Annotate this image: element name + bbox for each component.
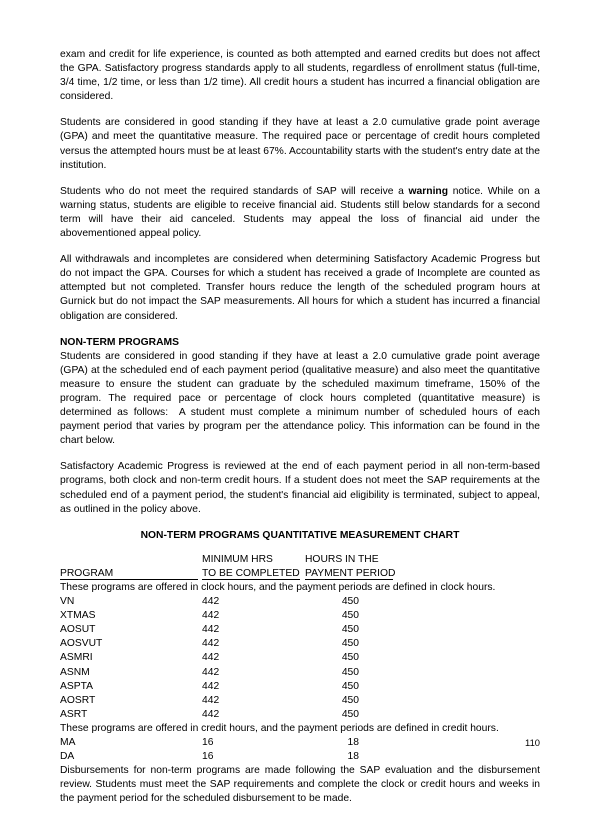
cell-minimum-hours: 16 xyxy=(202,751,214,763)
cell-program: ASRT xyxy=(60,708,88,720)
paragraph-withdrawals: All withdrawals and incompletes are considered when determining Satisfactory Academic Progress but do not impact the GPA. Courses for which a student has received a grade of Incomplete are counted as attempted but not completed. Transfer hours reduce the length of the scheduled program hours at Gurnick but do not impact the SAP measurements. All hours for which a student has incurred a financial obligation are considered. xyxy=(60,254,543,322)
cell-payment-period-hours: 450 xyxy=(341,666,359,678)
cell-minimum-hours: 442 xyxy=(202,680,220,692)
table-header-line-1 xyxy=(60,553,540,567)
cell-payment-period-hours: 450 xyxy=(341,708,359,720)
table-row xyxy=(60,623,540,637)
cell-payment-period-hours: 450 xyxy=(341,610,359,622)
cell-program: AOSUT xyxy=(60,624,96,636)
paragraph-good-standing: Students are considered in good standing if they have at least a 2.0 cumulative grade point average (GPA) and meet the quantitative measure. The required pace or percentage of credit hours completed versus the attempted hours must be at least 67%. Accountability starts with the student's entry date at the institution. xyxy=(60,117,543,171)
cell-program: ASPTA xyxy=(60,680,93,692)
paragraph-non-term: Students are considered in good standing if they have at least a 2.0 cumulative grade point average (GPA) at the scheduled end of each payment period (qualitative measure) and also meet the quantitative measure to ensure the student can graduate by the scheduled maximum timeframe, 150% of the program. The required pace or percentage of clock hours completed (quantitative measure) is determined as follows: A student must complete a minimum number of scheduled hours of each payment period that varies by program per the attendance policy. This information can be found in the chart below. xyxy=(60,350,543,447)
cell-payment-period-hours: 450 xyxy=(341,652,359,664)
cell-minimum-hours: 442 xyxy=(202,624,220,636)
cell-payment-period-hours: 18 xyxy=(347,737,359,749)
group-note-clock-hours: These programs are offered in clock hours, and the payment periods are defined in clock hours. xyxy=(60,582,496,593)
cell-program: XTMAS xyxy=(60,610,96,622)
cell-minimum-hours: 442 xyxy=(202,694,220,706)
cell-minimum-hours: 442 xyxy=(202,596,220,608)
table-row xyxy=(60,666,540,680)
cell-payment-period-hours: 18 xyxy=(347,751,359,763)
page-number: 110 xyxy=(525,737,540,748)
paragraph-disbursements: Disbursements for non-term programs are made following the SAP evaluation and the disbursement review. Students must meet the SAP requirements and complete the clock or credit hours and weeks in the payment period for the scheduled disbursement to be made. xyxy=(60,765,543,805)
table-row xyxy=(60,609,540,623)
cell-minimum-hours: 442 xyxy=(202,610,220,622)
table-row xyxy=(60,637,540,651)
cell-program: AOSVUT xyxy=(60,638,103,650)
cell-program: MA xyxy=(60,737,76,749)
chart-title: NON-TERM PROGRAMS QUANTITATIVE MEASUREMENT CHART xyxy=(140,529,460,541)
table-row xyxy=(60,595,540,609)
cell-minimum-hours: 442 xyxy=(202,666,220,678)
page-content xyxy=(60,48,543,819)
warning-paragraph-after: notice. While on a warning status, students are eligible to receive financial aid. Students still below standards for a second term will have their aid canceled. Students may appeal the loss of financial aid under the abovementioned appeal policy. xyxy=(60,185,543,240)
table-row xyxy=(60,750,540,764)
cell-program: DA xyxy=(60,751,75,763)
header-hours-line2: PAYMENT PERIOD xyxy=(305,567,396,579)
paragraph-warning-notice xyxy=(60,185,543,241)
cell-payment-period-hours: 450 xyxy=(341,624,359,636)
cell-minimum-hours: 16 xyxy=(202,737,214,749)
header-minimum-line1: MINIMUM HRS xyxy=(202,553,273,565)
warning-emphasis: warning xyxy=(408,185,449,197)
cell-payment-period-hours: 450 xyxy=(341,694,359,706)
paragraph-sap-review: Satisfactory Academic Progress is reviewed at the end of each payment period in all non-term-based programs, both clock and non-term credit hours. If a student does not meet the SAP requirements at the scheduled end of a payment period, the student's financial aid eligibility is terminated, subject to appeal, as outlined in the policy above. xyxy=(60,461,543,515)
cell-payment-period-hours: 450 xyxy=(341,680,359,692)
cell-minimum-hours: 442 xyxy=(202,708,220,720)
cell-program: VN xyxy=(60,596,75,608)
cell-payment-period-hours: 450 xyxy=(341,596,359,608)
table-header-line-2 xyxy=(60,567,540,581)
header-program-label: PROGRAM xyxy=(60,567,114,579)
table-row xyxy=(60,651,540,665)
table-row xyxy=(60,680,540,694)
cell-minimum-hours: 442 xyxy=(202,638,220,650)
quantitative-measurement-table xyxy=(60,553,540,764)
header-hours-line1: HOURS IN THE xyxy=(305,553,379,565)
cell-program: ASNM xyxy=(60,666,90,678)
table-row xyxy=(60,694,540,708)
cell-program: AOSRT xyxy=(60,694,96,706)
group-note-credit-hours: These programs are offered in credit hours, and the payment periods are defined in credit hours. xyxy=(60,722,499,734)
cell-program: ASMRI xyxy=(60,652,93,664)
cell-payment-period-hours: 450 xyxy=(341,638,359,650)
section-heading-non-term-programs: NON-TERM PROGRAMS xyxy=(60,336,179,348)
table-row xyxy=(60,736,540,750)
table-row xyxy=(60,708,540,722)
cell-minimum-hours: 442 xyxy=(202,652,220,664)
paragraph-exam-credit: exam and credit for life experience, is counted as both attempted and earned credits but does not affect the GPA. Satisfactory progress standards apply to all students, regardless of enrollment status (full-time, 3/4 time, 1/2 time, or less than 1/2 time). All credit hours a student has incurred a financial obligation are considered. xyxy=(60,49,543,103)
warning-paragraph-before: Students who do not meet the required standards of SAP will receive a xyxy=(60,185,409,197)
header-minimum-line2: TO BE COMPLETED xyxy=(202,567,300,579)
